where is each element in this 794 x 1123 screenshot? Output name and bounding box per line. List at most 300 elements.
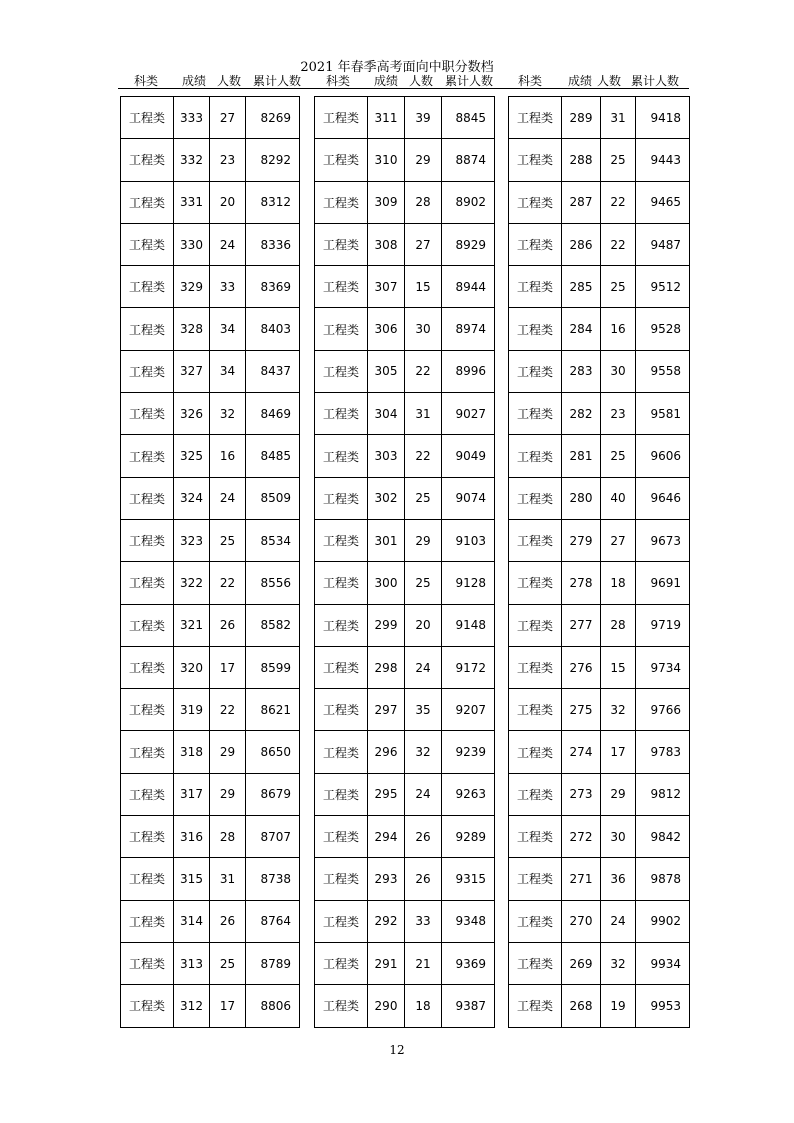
count-cell: 24 [210,223,246,265]
score-cell: 270 [562,900,601,942]
cumulative-cell: 8369 [246,266,300,308]
table-row [509,985,690,1027]
score-cell: 299 [368,604,405,646]
count-cell: 27 [210,97,246,139]
score-cell: 287 [562,181,601,223]
subject-cell: 工程类 [509,181,562,223]
table-row [509,731,690,773]
count-cell: 32 [210,393,246,435]
cumulative-cell: 8336 [246,223,300,265]
table-row [121,985,300,1027]
subject-cell: 工程类 [121,985,174,1027]
cumulative-cell: 8679 [246,773,300,815]
count-cell: 30 [405,308,442,350]
table-row [315,181,495,223]
subject-cell: 工程类 [315,562,368,604]
table-row [121,900,300,942]
count-cell: 22 [601,223,636,265]
table-row [121,604,300,646]
table-row [509,308,690,350]
score-cell: 306 [368,308,405,350]
score-cell: 297 [368,689,405,731]
score-cell: 294 [368,816,405,858]
subject-cell: 工程类 [121,858,174,900]
cumulative-cell: 8312 [246,181,300,223]
score-cell: 307 [368,266,405,308]
subject-cell: 工程类 [509,773,562,815]
score-cell: 323 [174,519,210,561]
score-cell: 286 [562,223,601,265]
count-cell: 29 [210,773,246,815]
table-row [315,308,495,350]
header-count: 人数 [596,74,621,88]
score-cell: 283 [562,350,601,392]
cumulative-cell: 9443 [636,139,690,181]
score-cell: 276 [562,646,601,688]
count-cell: 24 [210,477,246,519]
subject-cell: 工程类 [121,435,174,477]
cumulative-cell: 9902 [636,900,690,942]
table-row [315,731,495,773]
cumulative-cell: 9558 [636,350,690,392]
subject-cell: 工程类 [121,942,174,984]
cumulative-cell: 8269 [246,97,300,139]
table-row [121,435,300,477]
subject-cell: 工程类 [121,266,174,308]
subject-cell: 工程类 [509,604,562,646]
subject-cell: 工程类 [315,181,368,223]
score-cell: 332 [174,139,210,181]
table-row [121,816,300,858]
cumulative-cell: 8556 [246,562,300,604]
subject-cell: 工程类 [509,350,562,392]
subject-cell: 工程类 [121,731,174,773]
score-cell: 281 [562,435,601,477]
count-cell: 16 [601,308,636,350]
cumulative-cell: 9207 [442,689,495,731]
count-cell: 24 [601,900,636,942]
header-count: 人数 [216,74,241,88]
subject-cell: 工程类 [315,308,368,350]
cumulative-cell: 9842 [636,816,690,858]
count-cell: 27 [405,223,442,265]
score-cell: 325 [174,435,210,477]
cumulative-cell: 9783 [636,731,690,773]
score-cell: 327 [174,350,210,392]
table-row [509,223,690,265]
header-subject: 科类 [325,74,350,88]
count-cell: 30 [601,350,636,392]
score-cell: 301 [368,519,405,561]
cumulative-cell: 8874 [442,139,495,181]
cumulative-cell: 9074 [442,477,495,519]
table-row [315,139,495,181]
count-cell: 17 [601,731,636,773]
table-row [121,519,300,561]
score-cell: 302 [368,477,405,519]
cumulative-cell: 9673 [636,519,690,561]
cumulative-cell: 9027 [442,393,495,435]
table-row [121,858,300,900]
table-row [315,266,495,308]
score-cell: 280 [562,477,601,519]
count-cell: 25 [601,435,636,477]
page-number: 12 [389,1043,405,1057]
table-row [121,689,300,731]
cumulative-cell: 9646 [636,477,690,519]
count-cell: 28 [601,604,636,646]
table-row [509,181,690,223]
score-cell: 278 [562,562,601,604]
count-cell: 24 [405,773,442,815]
count-cell: 15 [405,266,442,308]
count-cell: 40 [601,477,636,519]
subject-cell: 工程类 [121,223,174,265]
cumulative-cell: 9812 [636,773,690,815]
table-row [121,97,300,139]
subject-cell: 工程类 [121,477,174,519]
table-row [315,393,495,435]
table-row [509,350,690,392]
subject-cell: 工程类 [315,942,368,984]
score-cell: 328 [174,308,210,350]
table-row [509,97,690,139]
cumulative-cell: 9239 [442,731,495,773]
table-row [509,900,690,942]
subject-cell: 工程类 [121,816,174,858]
score-cell: 295 [368,773,405,815]
header-score: 成绩 [181,74,206,88]
count-cell: 28 [210,816,246,858]
score-cell: 293 [368,858,405,900]
score-table-block-3 [508,96,690,1028]
subject-cell: 工程类 [315,519,368,561]
subject-cell: 工程类 [121,773,174,815]
subject-cell: 工程类 [315,858,368,900]
cumulative-cell: 8974 [442,308,495,350]
cumulative-cell: 8806 [246,985,300,1027]
subject-cell: 工程类 [315,97,368,139]
count-cell: 29 [405,139,442,181]
subject-cell: 工程类 [509,435,562,477]
score-cell: 311 [368,97,405,139]
count-cell: 23 [601,393,636,435]
subject-cell: 工程类 [509,689,562,731]
subject-cell: 工程类 [315,477,368,519]
subject-cell: 工程类 [509,266,562,308]
cumulative-cell: 9418 [636,97,690,139]
table-row [509,816,690,858]
table-row [315,900,495,942]
count-cell: 22 [601,181,636,223]
subject-cell: 工程类 [121,689,174,731]
table-row [315,223,495,265]
score-cell: 275 [562,689,601,731]
score-cell: 330 [174,223,210,265]
table-row [315,350,495,392]
table-row [315,773,495,815]
score-cell: 268 [562,985,601,1027]
cumulative-cell: 9263 [442,773,495,815]
cumulative-cell: 9528 [636,308,690,350]
count-cell: 32 [601,689,636,731]
table-row [121,773,300,815]
table-row [315,689,495,731]
cumulative-cell: 8929 [442,223,495,265]
score-cell: 314 [174,900,210,942]
table-row [315,97,495,139]
table-row [121,731,300,773]
score-table-block-2 [314,96,495,1028]
subject-cell: 工程类 [315,393,368,435]
score-cell: 271 [562,858,601,900]
subject-cell: 工程类 [509,858,562,900]
cumulative-cell: 8485 [246,435,300,477]
subject-cell: 工程类 [315,731,368,773]
header-subject: 科类 [133,74,158,88]
cumulative-cell: 8469 [246,393,300,435]
header-rule [118,88,689,89]
cumulative-cell: 9289 [442,816,495,858]
cumulative-cell: 9128 [442,562,495,604]
table-row [121,350,300,392]
score-cell: 304 [368,393,405,435]
score-cell: 290 [368,985,405,1027]
subject-cell: 工程类 [509,308,562,350]
table-row [121,393,300,435]
table-row [509,773,690,815]
cumulative-cell: 8707 [246,816,300,858]
subject-cell: 工程类 [315,773,368,815]
subject-cell: 工程类 [509,816,562,858]
count-cell: 23 [210,139,246,181]
table-row [121,562,300,604]
table-row [315,435,495,477]
table-row [315,985,495,1027]
count-cell: 36 [601,858,636,900]
table-row [315,646,495,688]
cumulative-cell: 9878 [636,858,690,900]
table-row [509,477,690,519]
cumulative-cell: 9387 [442,985,495,1027]
header-cumulative: 累计人数 [630,74,679,88]
subject-cell: 工程类 [315,435,368,477]
count-cell: 20 [405,604,442,646]
cumulative-cell: 9953 [636,985,690,1027]
count-cell: 25 [405,562,442,604]
count-cell: 25 [601,266,636,308]
cumulative-cell: 8292 [246,139,300,181]
subject-cell: 工程类 [121,350,174,392]
cumulative-cell: 8621 [246,689,300,731]
cumulative-cell: 9719 [636,604,690,646]
score-cell: 317 [174,773,210,815]
subject-cell: 工程类 [509,477,562,519]
score-cell: 289 [562,97,601,139]
cumulative-cell: 8437 [246,350,300,392]
subject-cell: 工程类 [315,266,368,308]
subject-cell: 工程类 [509,139,562,181]
subject-cell: 工程类 [509,942,562,984]
score-cell: 296 [368,731,405,773]
count-cell: 25 [210,942,246,984]
subject-cell: 工程类 [509,393,562,435]
score-cell: 269 [562,942,601,984]
score-cell: 284 [562,308,601,350]
subject-cell: 工程类 [509,985,562,1027]
table-row [315,562,495,604]
subject-cell: 工程类 [509,223,562,265]
subject-cell: 工程类 [121,181,174,223]
score-cell: 326 [174,393,210,435]
count-cell: 31 [405,393,442,435]
subject-cell: 工程类 [121,393,174,435]
header-count: 人数 [408,74,433,88]
score-cell: 292 [368,900,405,942]
count-cell: 17 [210,985,246,1027]
subject-cell: 工程类 [121,604,174,646]
table-row [315,816,495,858]
cumulative-cell: 8845 [442,97,495,139]
table-row [121,181,300,223]
cumulative-cell: 9148 [442,604,495,646]
table-row [315,942,495,984]
score-cell: 313 [174,942,210,984]
cumulative-cell: 8599 [246,646,300,688]
cumulative-cell: 9934 [636,942,690,984]
count-cell: 31 [210,858,246,900]
subject-cell: 工程类 [509,900,562,942]
count-cell: 25 [405,477,442,519]
subject-cell: 工程类 [509,731,562,773]
subject-cell: 工程类 [121,139,174,181]
subject-cell: 工程类 [315,350,368,392]
count-cell: 16 [210,435,246,477]
subject-cell: 工程类 [121,646,174,688]
cumulative-cell: 9348 [442,900,495,942]
table-row [315,604,495,646]
count-cell: 34 [210,308,246,350]
score-cell: 277 [562,604,601,646]
score-cell: 305 [368,350,405,392]
count-cell: 25 [601,139,636,181]
count-cell: 26 [210,900,246,942]
cumulative-cell: 9315 [442,858,495,900]
count-cell: 39 [405,97,442,139]
score-cell: 329 [174,266,210,308]
count-cell: 25 [210,519,246,561]
count-cell: 22 [405,435,442,477]
count-cell: 31 [601,97,636,139]
count-cell: 19 [601,985,636,1027]
count-cell: 32 [601,942,636,984]
subject-cell: 工程类 [315,604,368,646]
cumulative-cell: 9465 [636,181,690,223]
score-cell: 298 [368,646,405,688]
score-cell: 288 [562,139,601,181]
page-title: 2021 年春季高考面向中职分数档 [300,60,494,75]
cumulative-cell: 9172 [442,646,495,688]
table-row [509,519,690,561]
table-row [121,942,300,984]
score-table-block-1 [120,96,300,1028]
cumulative-cell: 9049 [442,435,495,477]
cumulative-cell: 8650 [246,731,300,773]
count-cell: 33 [210,266,246,308]
cumulative-cell: 8996 [442,350,495,392]
cumulative-cell: 8403 [246,308,300,350]
header-cumulative: 累计人数 [252,74,301,88]
subject-cell: 工程类 [315,689,368,731]
table-row [509,562,690,604]
subject-cell: 工程类 [509,97,562,139]
score-cell: 279 [562,519,601,561]
score-cell: 322 [174,562,210,604]
count-cell: 18 [405,985,442,1027]
score-cell: 291 [368,942,405,984]
score-cell: 318 [174,731,210,773]
score-cell: 315 [174,858,210,900]
table-row [121,477,300,519]
cumulative-cell: 9512 [636,266,690,308]
count-cell: 15 [601,646,636,688]
count-cell: 26 [210,604,246,646]
count-cell: 28 [405,181,442,223]
count-cell: 35 [405,689,442,731]
subject-cell: 工程类 [121,97,174,139]
subject-cell: 工程类 [509,646,562,688]
score-cell: 273 [562,773,601,815]
score-cell: 282 [562,393,601,435]
score-cell: 310 [368,139,405,181]
table-row [509,139,690,181]
cumulative-cell: 8764 [246,900,300,942]
table-row [509,393,690,435]
table-row [509,435,690,477]
score-cell: 319 [174,689,210,731]
subject-cell: 工程类 [315,646,368,688]
table-row [509,689,690,731]
cumulative-cell: 9691 [636,562,690,604]
table-row [509,266,690,308]
count-cell: 34 [210,350,246,392]
score-cell: 333 [174,97,210,139]
count-cell: 22 [210,562,246,604]
cumulative-cell: 8509 [246,477,300,519]
header-subject: 科类 [517,74,542,88]
count-cell: 18 [601,562,636,604]
cumulative-cell: 9487 [636,223,690,265]
score-cell: 274 [562,731,601,773]
cumulative-cell: 8944 [442,266,495,308]
table-row [121,308,300,350]
table-row [509,858,690,900]
table-row [315,477,495,519]
count-cell: 27 [601,519,636,561]
score-cell: 312 [174,985,210,1027]
count-cell: 24 [405,646,442,688]
score-cell: 320 [174,646,210,688]
cumulative-cell: 9581 [636,393,690,435]
count-cell: 29 [601,773,636,815]
count-cell: 20 [210,181,246,223]
table-row [121,139,300,181]
count-cell: 30 [601,816,636,858]
subject-cell: 工程类 [509,519,562,561]
count-cell: 21 [405,942,442,984]
score-cell: 300 [368,562,405,604]
score-cell: 285 [562,266,601,308]
